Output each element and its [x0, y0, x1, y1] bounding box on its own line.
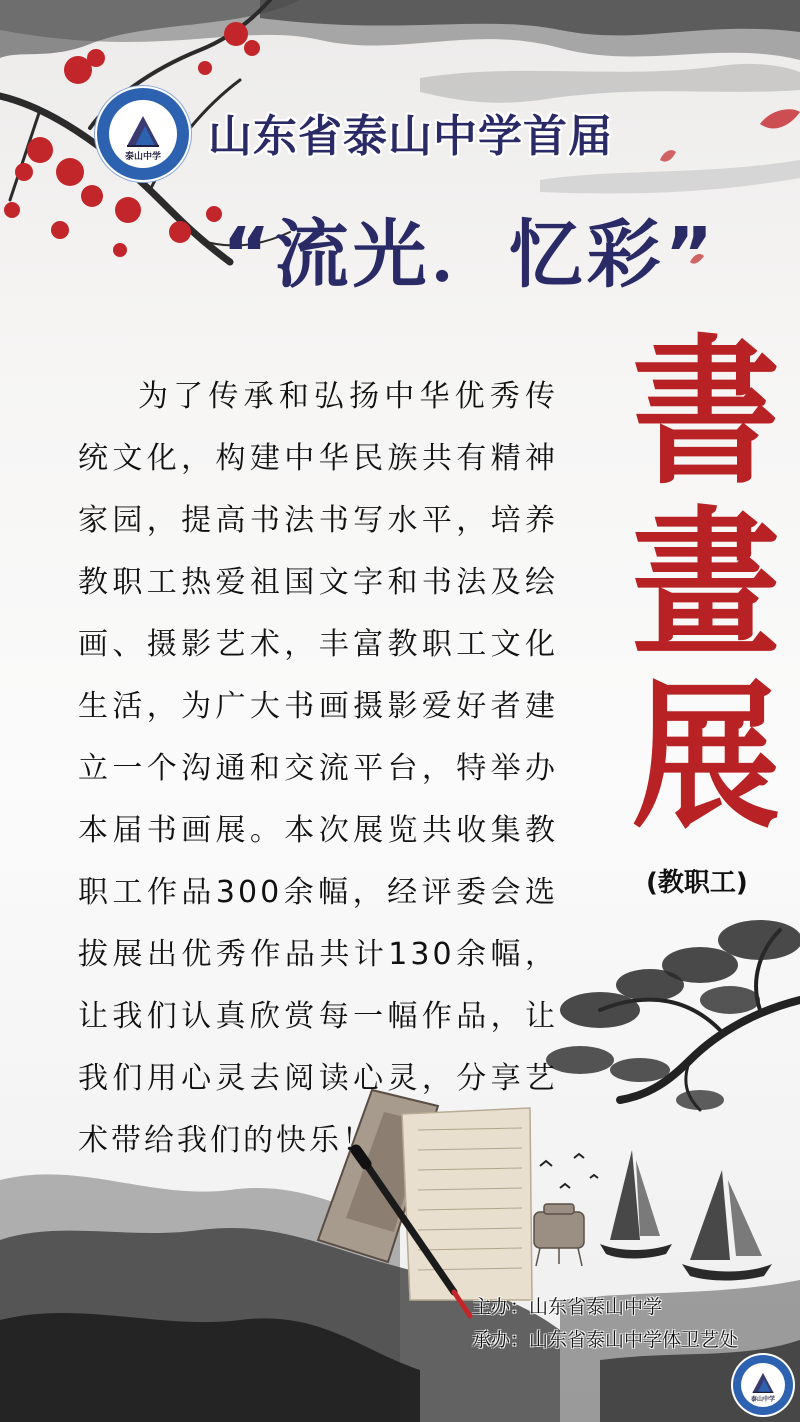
calligraphy-char-hua: 畫: [632, 490, 780, 678]
sailboats: [600, 1150, 772, 1281]
calligraphy-char-shu: 書: [632, 318, 780, 506]
school-logo: [97, 88, 189, 180]
logo-small-caption: 泰山中学: [750, 1396, 775, 1403]
calligraphy-subtitle: (教职工): [646, 868, 748, 898]
mountain-icon-small: [750, 1369, 776, 1395]
calligraphy-title: [632, 318, 780, 850]
event-title: “流光．忆彩”: [222, 212, 718, 298]
school-logo-inner: [109, 100, 177, 168]
school-logo-small: [733, 1355, 793, 1415]
intro-paragraph: 为了传承和弘扬中华优秀传统文化，构建中华民族共有精神家园，提高书法书写水平，培养教职工热爱祖国文字和书法及绘画、摄影艺术，丰富教职工文化生活，为广大书画摄影爱好者建立一个沟通和交流平台，特举办本届书画展。本次展览共收集教职工作品300余幅，经评委会选拔展出优秀作品共计130余幅，让我们认真欣赏每一幅作品，让我们用心灵去阅读心灵，分享艺术带给我们的快乐！: [78, 379, 558, 1158]
mountain-icon: [123, 110, 163, 150]
co-organizer: 承办：山东省泰山中学体卫艺处: [472, 1329, 739, 1351]
host-organizer: 主办：山东省泰山中学: [472, 1296, 663, 1318]
calligraphy-char-zhan: 展: [632, 662, 780, 850]
school-title: 山东省泰山中学首届: [208, 111, 613, 162]
logo-caption: 泰山中学: [124, 152, 161, 162]
school-logo-small-inner: [741, 1363, 785, 1407]
incense-burner: [534, 1204, 584, 1266]
